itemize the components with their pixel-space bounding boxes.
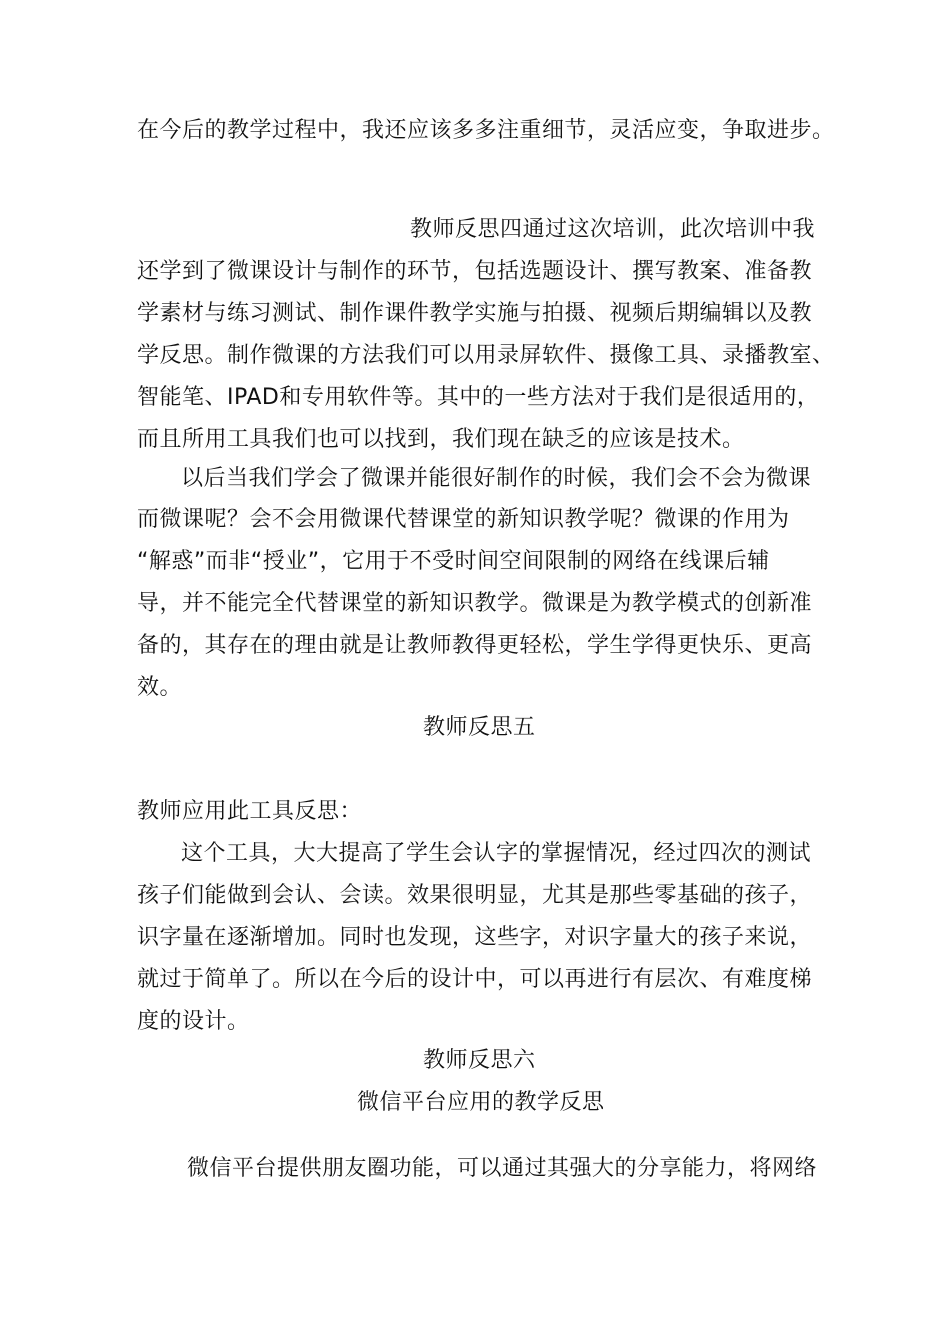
text-line: 识字量在逐渐增加。同时也发现，这些字，对识字量大的孩子来说， (137, 925, 813, 950)
text-line: 就过于简单了。所以在今后的设计中，可以再进行有层次、有难度梯 (137, 967, 813, 992)
text-line: “解惑”而非“授业”，它用于不受时间空间限制的网络在线课后辅 (137, 549, 770, 574)
section-subheading: 微信平台应用的教学反思 (357, 1090, 605, 1115)
text-line: 这个工具，大大提高了学生会认字的掌握情况，经过四次的测试 (181, 841, 812, 866)
text-line: 效。 (137, 675, 183, 700)
text-line: 教师应用此工具反思： (137, 799, 363, 824)
text-line: 在今后的教学过程中，我还应该多多注重细节，灵活应变，争取进步。 (137, 118, 835, 143)
text-line: 学反思。制作微课的方法我们可以用录屏软件、摄像工具、录播教室、 (137, 343, 835, 368)
text-line: 度的设计。 (137, 1009, 250, 1034)
text-line: 备的，其存在的理由就是让教师教得更轻松，学生学得更快乐、更高 (137, 633, 813, 658)
text-line: 教师反思四通过这次培训，此次培训中我 (410, 217, 816, 242)
text-line: 以后当我们学会了微课并能很好制作的时候，我们会不会为微课 (181, 466, 812, 491)
text-line: 微信平台提供朋友圈功能，可以通过其强大的分享能力，将网络 (187, 1156, 818, 1181)
text-line: 智能笔、IPAD和专用软件等。其中的一些方法对于我们是很适用的， (137, 385, 820, 410)
text-line: 而微课呢？会不会用微课代替课堂的新知识教学呢？微课的作用为 (137, 507, 790, 532)
text-line: 还学到了微课设计与制作的环节，包括选题设计、撰写教案、准备教 (137, 259, 813, 284)
text-line: 孩子们能做到会认、会读。效果很明显，尤其是那些零基础的孩子， (137, 883, 813, 908)
section-heading: 教师反思五 (423, 715, 536, 740)
section-heading: 教师反思六 (423, 1048, 536, 1073)
text-line: 而且所用工具我们也可以找到，我们现在缺乏的应该是技术。 (137, 427, 745, 452)
text-line: 学素材与练习测试、制作课件教学实施与拍摄、视频后期编辑以及教 (137, 301, 813, 326)
text-line: 导，并不能完全代替课堂的新知识教学。微课是为教学模式的创新准 (137, 591, 813, 616)
